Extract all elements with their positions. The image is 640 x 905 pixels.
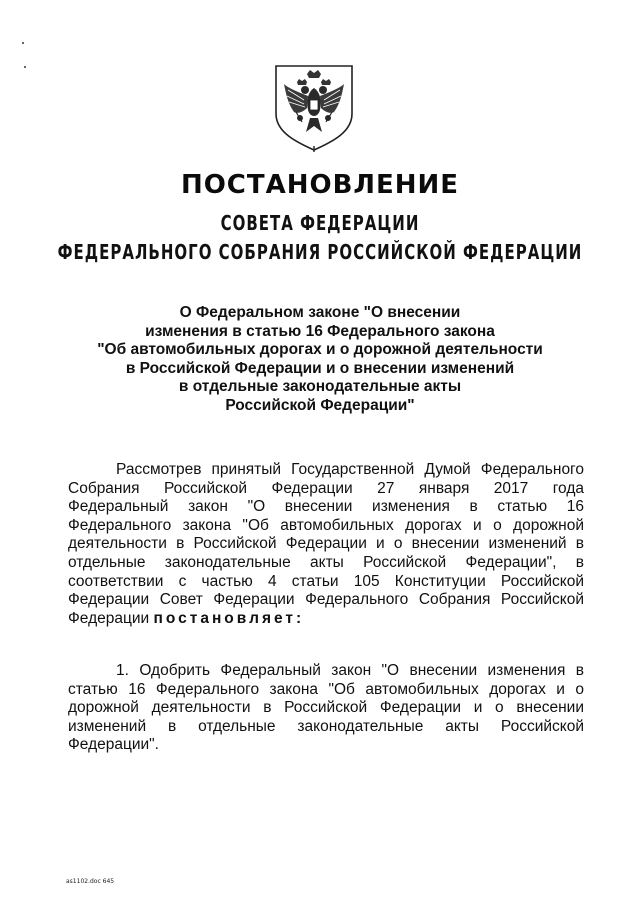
preamble-line-final [68, 610, 584, 629]
item-1-paragraph [68, 662, 584, 755]
issuer-line-1: СОВЕТА ФЕДЕРАЦИИ [220, 211, 420, 236]
subject-line: "Об автомобильных дорогах и о дорожной деятельности [97, 341, 543, 359]
item-line: 1. Одобрить Федеральный закон "О внесении изменения в [116, 662, 584, 679]
preamble-line: отдельные законодательные акты Российской Федерации", в [68, 553, 584, 571]
preamble-line: деятельности в Российской Федерации и о внесении изменений в [68, 535, 584, 553]
preamble-line: Федерации Совет Федерации Федерального Собрания Российской [68, 591, 584, 609]
issuer-line-2: ФЕДЕРАЛЬНОГО СОБРАНИЯ РОССИЙСКОЙ ФЕДЕРАЦИИ [57, 240, 583, 265]
preamble-line: Федерального закона "Об автомобильных дорогах и о дорожной [68, 516, 584, 534]
subject-line: Российской Федерации" [225, 396, 415, 414]
subject-line: О Федеральном законе "О внесении [179, 304, 461, 321]
russian-coat-of-arms-icon [270, 62, 358, 154]
preamble-line: Собрания Российской Федерации 27 января 2017 года [68, 479, 584, 497]
scan-speck [24, 66, 26, 68]
preamble-line: соответствии с частью 4 статьи 105 Конституции Российской [68, 572, 584, 590]
item-line: статью 16 Федерального закона "Об автомобильных дорогах и о [68, 680, 584, 698]
subject-line: изменения в статью 16 Федерального закона [145, 322, 495, 340]
item-line: дорожной деятельности в Российской Федерации и о внесении [68, 699, 584, 717]
document-subject [60, 304, 580, 416]
subject-line: в отдельные законодательные акты [178, 378, 462, 396]
subject-line: в Российской Федерации и о внесении изменений [125, 359, 515, 377]
file-code: as1102.doc 645 [66, 878, 115, 885]
resolves-word: постановляет: [153, 609, 305, 627]
document-type-title: ПОСТАНОВЛЕНИЕ [180, 170, 460, 200]
scan-speck [22, 42, 24, 44]
item-line: изменений в отдельные законодательные акты Российской [68, 717, 584, 735]
preamble-last-prefix: Федерации [68, 609, 154, 627]
preamble-line: Рассмотрев принятый Государственной Думой Федерального [116, 461, 584, 478]
item-line: Федерации". [68, 736, 159, 754]
preamble-paragraph [68, 461, 584, 628]
preamble-line: Федеральный закон "О внесении изменения в статью 16 [68, 498, 584, 516]
